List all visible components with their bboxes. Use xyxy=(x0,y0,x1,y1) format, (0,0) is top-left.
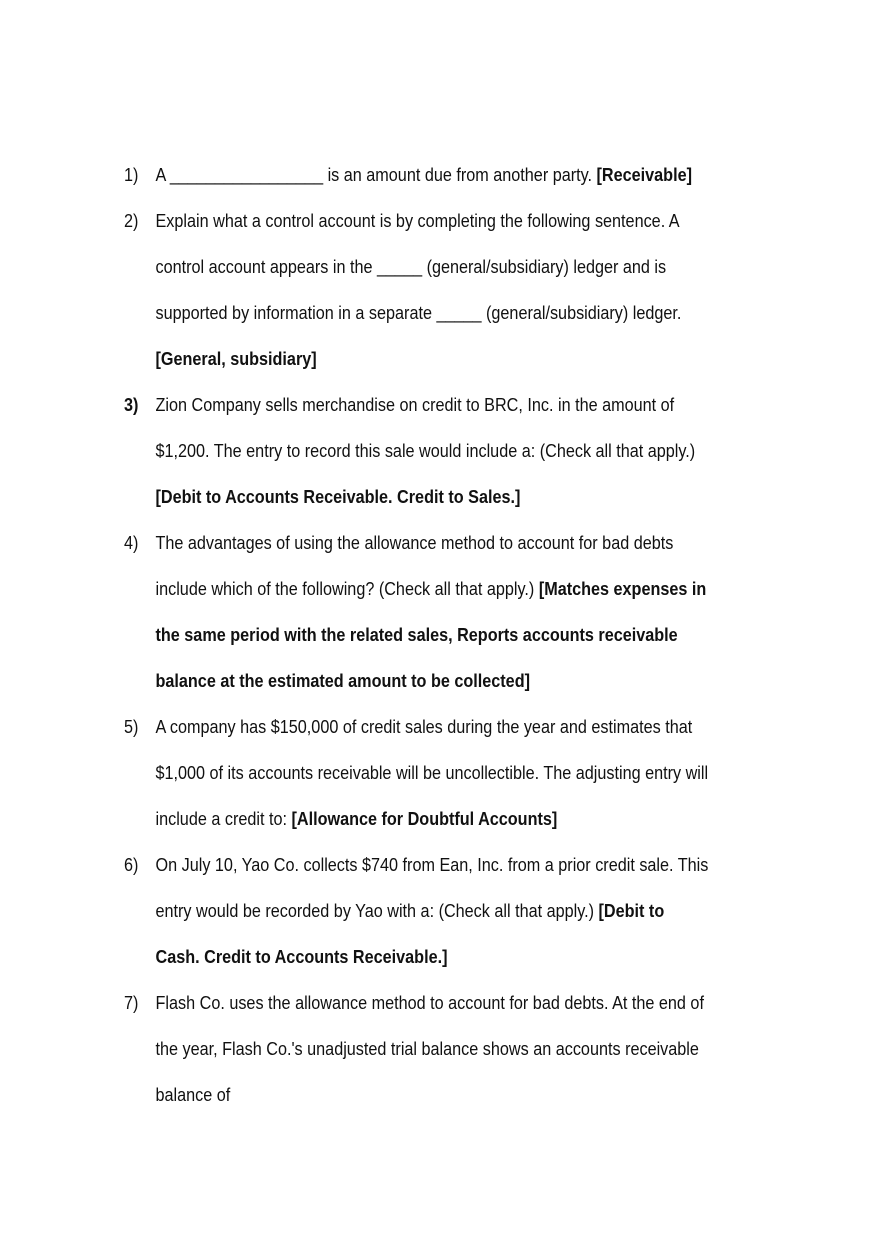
question-item xyxy=(124,198,709,382)
question-text: On July 10, Yao Co. collects $740 from Ean, Inc. from a prior credit sale. This entry would be recorded by Yao with a: (Check all that apply.) xyxy=(155,855,709,921)
question-number: 3) xyxy=(124,395,139,415)
question-text: Flash Co. uses the allowance method to account for bad debts. At the end of the year, Flash Co.'s unadjusted trial balance shows an accounts receivable balance of xyxy=(155,993,704,1105)
answer-text: [Matches expenses in the same period with the related sales, Reports accounts receivable balance at the estimated amount to be collected] xyxy=(155,579,707,691)
answer-text: [General, subsidiary] xyxy=(155,349,317,369)
question-number: 4) xyxy=(124,533,139,553)
answer-text: [Allowance for Doubtful Accounts] xyxy=(291,809,558,829)
question-item xyxy=(124,704,709,842)
question-item xyxy=(124,382,709,520)
question-item xyxy=(124,520,709,704)
question-number: 2) xyxy=(124,211,139,231)
answer-text: [Debit to Cash. Credit to Accounts Receivable.] xyxy=(155,901,665,967)
question-text: Explain what a control account is by completing the following sentence. A control account appears in the _____ (general/subsidiary) ledger and is supported by information in a separate _____ (general/subsidiary) ledger. xyxy=(155,211,682,323)
question-text: A company has $150,000 of credit sales during the year and estimates that $1,000 of its accounts receivable will be uncollectible. The adjusting entry will include a credit to: xyxy=(155,717,709,829)
question-item xyxy=(124,842,709,980)
question-number: 1) xyxy=(124,165,139,185)
question-number: 5) xyxy=(124,717,139,737)
question-item xyxy=(124,980,709,1118)
question-item xyxy=(124,152,709,198)
question-number: 7) xyxy=(124,993,139,1013)
question-text: The advantages of using the allowance method to account for bad debts include which of the following? (Check all that apply.) xyxy=(155,533,674,599)
answer-text: [Receivable] xyxy=(596,165,692,185)
question-list xyxy=(124,152,709,1118)
question-text: Zion Company sells merchandise on credit to BRC, Inc. in the amount of $1,200. The entry to record this sale would include a: (Check all that apply.) xyxy=(155,395,696,461)
question-number: 6) xyxy=(124,855,139,875)
question-text: A _________________ is an amount due from another party. xyxy=(155,165,597,185)
answer-text: [Debit to Accounts Receivable. Credit to Sales.] xyxy=(155,487,521,507)
